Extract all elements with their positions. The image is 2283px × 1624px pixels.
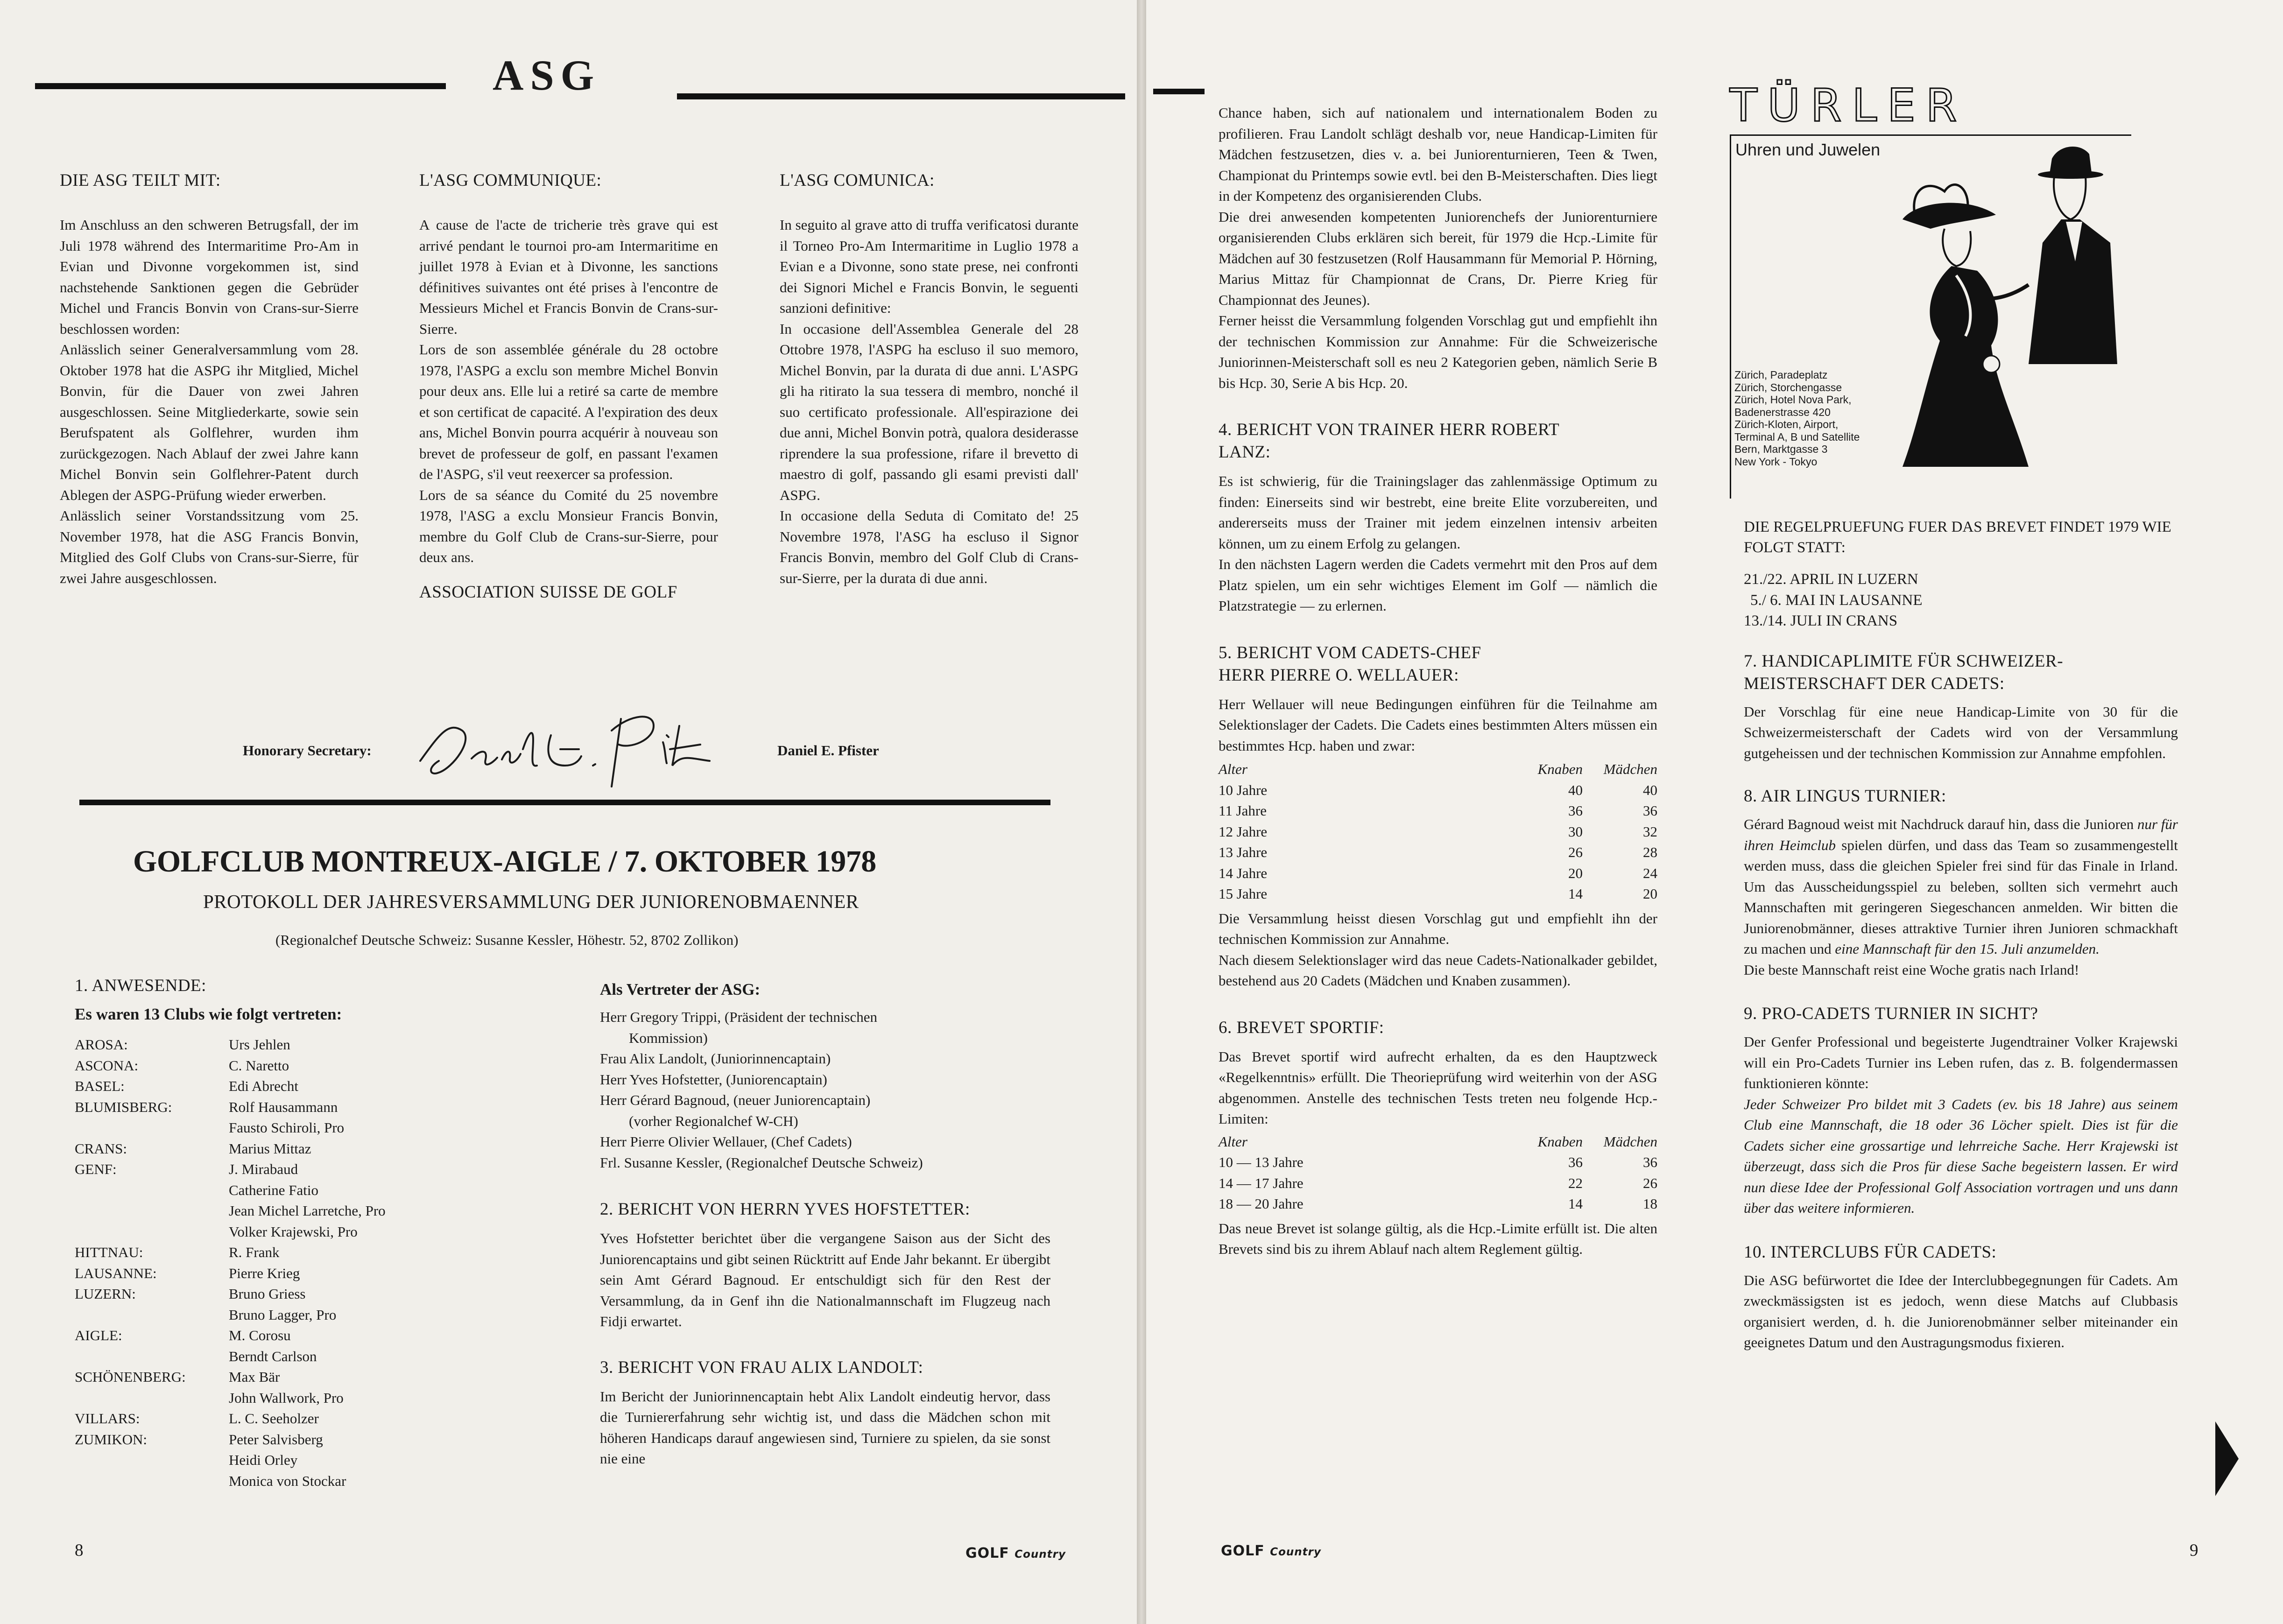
report-6-after: Das neue Brevet ist solange gültig, als die Hcp.-Limite erfüllt ist. Die alten Brevets sind bis zu ihrem Ablauf nach altem Reglement gültig. <box>1219 1220 1657 1257</box>
boys-cell: 30 <box>1568 823 1583 840</box>
report-5-body: Herr Wellauer will neue Bedingungen einführen für die Teilnahme am Selektionslager der Cadets. Die Cadets eines bestimmten Alters müssen ein bestimmtes Hcp. haben und zwar: <box>1219 696 1657 754</box>
section-divider <box>79 800 1050 805</box>
club-row <box>75 1180 386 1201</box>
club-delegate: Max Bär <box>229 1369 280 1385</box>
lady-gentleman-illustration <box>1874 121 2136 476</box>
logo-main: GOLF <box>965 1545 1009 1561</box>
right-page <box>1146 0 2283 1624</box>
club-row <box>75 1305 386 1326</box>
club-name: ASCONA: <box>75 1057 139 1074</box>
asg-de-heading: DIE ASG TEILT MIT: <box>60 171 221 190</box>
table-row <box>1219 842 1657 863</box>
age-cell: 12 Jahre <box>1219 823 1268 840</box>
girls-cell: 24 <box>1643 865 1657 881</box>
club-delegate: Peter Salvisberg <box>229 1431 323 1448</box>
address-line: Zürich, Paradeplatz <box>1734 369 1828 381</box>
turler-addresses <box>1734 369 1860 468</box>
montreux-title: GOLFCLUB MONTREUX-AIGLE / 7. OKTOBER 1978 <box>133 844 876 879</box>
report-5-heading-line1: 5. BERICHT VOM CADETS-CHEF <box>1219 643 1481 662</box>
rep-line: (vorher Regionalchef W-CH) <box>629 1112 798 1129</box>
club-row <box>75 1159 386 1180</box>
asg-title: ASG <box>493 51 601 99</box>
club-name <box>75 1450 229 1471</box>
turler-ad <box>1725 70 2136 499</box>
attendees-heading: 1. ANWESENDE: <box>75 976 206 995</box>
asg-it-p3: In occasione della Seduta di Comitato de! 25 Novembre 1978, l'ASG ha escluso il Signor Francis Bonvin, membro del Golf Club di Crans-sur-Sierre, per la durata di due anni. <box>780 507 1078 586</box>
address-line: Bern, Marktgasse 3 <box>1734 443 1828 455</box>
brevet-age-header: Alter <box>1219 1133 1247 1150</box>
golf-country-logo-right <box>1221 1543 1321 1559</box>
intro-p2: Die drei anwesenden kompetenten Juniorenchefs der Juniorenturniere organisierenden Clubs erklären sich bereit, für 1979 die Hcp.-Limite für Mädchen auf 30 festzusetzen (Rolf Hausammann für Memorial P. Hörning, Marius Mittaz für Championnat de Crans, Dr. Pierre Krieg für Championnat des Jeunes). <box>1219 208 1657 308</box>
club-name <box>75 1305 229 1326</box>
club-name <box>75 1388 229 1409</box>
montreux-regional-note: (Regionalchef Deutsche Schweiz: Susanne Kessler, Höhestr. 52, 8702 Zollikon) <box>275 932 739 948</box>
club-row <box>75 1055 386 1076</box>
club-row <box>75 1450 386 1471</box>
report-4-p2: In den nächsten Lagern werden die Cadets vermehrt mit den Pros auf dem Platz spielen, um ein sehr wichtiges Element im Golf — nämlich die Platzstrategie — zu erlernen. <box>1219 556 1657 614</box>
report-6-heading: 6. BREVET SPORTIF: <box>1219 1018 1384 1037</box>
club-name <box>75 1180 229 1201</box>
girls-cell: 36 <box>1643 1154 1657 1170</box>
club-delegate: John Wallwork, Pro <box>229 1389 344 1406</box>
address-line: Badenerstrasse 420 <box>1734 406 1831 418</box>
regel-dates <box>1744 569 2178 632</box>
asg-fr-signoff: ASSOCIATION SUISSE DE GOLF <box>419 582 677 602</box>
address-line: New York - Tokyo <box>1734 455 1818 468</box>
asg-reps-heading: Als Vertreter der ASG: <box>600 980 761 998</box>
club-delegate: Berndt Carlson <box>229 1348 317 1364</box>
boys-cell: 22 <box>1568 1174 1583 1191</box>
golf-country-logo-left <box>965 1545 1066 1561</box>
section-9-heading: 9. PRO-CADETS TURNIER IN SICHT? <box>1744 1004 2038 1023</box>
regel-heading: DIE REGELPRUEFUNG FUER DAS BREVET FINDET 1979 WIE FOLGT STATT: <box>1744 519 2171 556</box>
rep-line: Frau Alix Landolt, (Juniorinnencaptain) <box>600 1050 831 1067</box>
club-name: LAUSANNE: <box>75 1265 157 1281</box>
age-handicap-table <box>1219 759 1657 905</box>
section-7-line1: 7. HANDICAPLIMITE FÜR SCHWEIZER- <box>1744 651 2064 671</box>
club-name <box>75 1346 229 1367</box>
club-row <box>75 1471 386 1492</box>
montreux-subtitle: PROTOKOLL DER JAHRESVERSAMMLUNG DER JUNIORENOBMAENNER <box>203 891 859 912</box>
header-rule-right <box>677 93 1125 99</box>
club-name <box>75 1118 229 1139</box>
header-rule-right-page <box>1153 89 1205 94</box>
section-7-body: Der Vorschlag für eine neue Handicap-Limite von 30 für die Schweizermeisterschaft der Cadets wird von der Versammlung gutgeheissen und der technischen Kommission zur Annahme empfohlen. <box>1744 703 2178 761</box>
turler-tagline: Uhren und Juwelen <box>1735 140 1881 159</box>
header-rule-left <box>35 83 446 89</box>
girls-cell: 32 <box>1643 823 1657 840</box>
table-row <box>1219 863 1657 884</box>
asg-fr-body <box>419 215 718 568</box>
table-row <box>1219 801 1657 822</box>
asg-it-body <box>780 215 1078 589</box>
table-row <box>1219 1194 1657 1215</box>
club-delegate: Volker Krajewski, Pro <box>229 1223 358 1240</box>
brevet-boys-header: Knaben <box>1537 1133 1583 1150</box>
girls-cell: 18 <box>1643 1195 1657 1212</box>
s8-a: Gérard Bagnoud weist mit Nachdruck darauf hin, dass die Junioren <box>1744 816 2137 832</box>
report-3-heading: 3. BERICHT VON FRAU ALIX LANDOLT: <box>600 1357 923 1377</box>
section-7-line2: MEISTERSCHAFT DER CADETS: <box>1744 674 2005 693</box>
asg-de-body <box>60 215 359 589</box>
boys-cell: 36 <box>1568 1154 1583 1170</box>
asg-it-p1: In seguito al grave atto di truffa verificatosi durante il Torneo Pro-Am Intermaritime in Luglio 1978 a Evian e a Divonne, sono state prese, nei confronti dei Signori Michel e Francis Bonvin, le seguenti sanzioni definitive: <box>780 217 1078 316</box>
rep-line: Frl. Susanne Kessler, (Regionalchef Deutsche Schweiz) <box>600 1154 923 1171</box>
club-name: SCHÖNENBERG: <box>75 1369 186 1385</box>
club-name <box>75 1222 229 1243</box>
club-name: HITTNAU: <box>75 1244 143 1260</box>
girls-cell: 20 <box>1643 886 1657 902</box>
table-row <box>1219 780 1657 801</box>
asg-de-p1: Im Anschluss an den schweren Betrugsfall, der im Juli 1978 während des Intermaritime Pro-Am in Evian und Divonne vorgekommen ist, sind nachstehende Sanktionen gegen die Gebrüder Michel und Francis Bonvin von Crans-sur-Sierre beschlossen worden: <box>60 217 359 337</box>
girls-cell: 40 <box>1643 781 1657 798</box>
section-8-p1 <box>1744 814 2178 960</box>
report-4-heading-line2: LANZ: <box>1219 443 1271 462</box>
club-row <box>75 1201 386 1222</box>
club-delegate: Urs Jehlen <box>229 1036 290 1053</box>
club-name: BLUMISBERG: <box>75 1098 172 1115</box>
club-row <box>75 1118 386 1139</box>
right-column-2 <box>1744 517 2178 1353</box>
age-cell: 13 Jahre <box>1219 844 1268 860</box>
boys-cell: 14 <box>1568 1195 1583 1212</box>
page-number-right: 9 <box>2190 1541 2198 1560</box>
intro-p1: Chance haben, sich auf nationalem und internationalem Boden zu profilieren. Frau Landolt schlägt deshalb vor, neue Handicap-Limiten für Mädchen festzusetzen, dies v. a. bei Juniorenturnieren, Teen & Twen, Championat du Printemps sowie evtl. bei den B-Meisterschaften. Dies liegt in der Kompetenz des organisierenden Clubs. <box>1219 105 1657 204</box>
club-delegate: Monica von Stockar <box>229 1472 346 1489</box>
age-cell: 11 Jahre <box>1219 802 1267 819</box>
asg-de-p3: Anlässlich seiner Vorstandssitzung vom 25. November 1978, hat die ASG Francis Bonvin, Mitglied des Golf Clubs von Crans-sur-Sierre, für zwei Jahre ausgeschlossen. <box>60 507 359 586</box>
boys-cell: 14 <box>1568 886 1583 902</box>
club-row <box>75 1097 386 1118</box>
club-row <box>75 1408 386 1429</box>
club-name: ZUMIKON: <box>75 1431 147 1448</box>
s8-b: spielen dürfen, und dass das Team so zusammengestellt werden muss, dass die gleichen Spieler frei sind für das Finale in Irland. Um das Ausscheidungsspiel zu beleben, sollten sich vermehrt auch Mannschaften mit geringeren Siegeschancen anmelden. Wir bitten die Juniorenobmänner, dieses attraktive Turnier ihren Junioren schmackhaft zu machen und <box>1744 837 2178 957</box>
page-number-left: 8 <box>75 1541 84 1560</box>
club-row <box>75 1263 386 1284</box>
asg-fr-p1: A cause de l'acte de tricherie très grave qui est arrivé pendant le tournoi pro-am Intermaritime en juillet 1978 à Evian et à Divonne, les sanctions définitives suivantes ont été prises à l'encontre de Messieurs Michel et Francis Bonvin de Crans-sur-Sierre. <box>419 217 718 337</box>
club-delegate: Rolf Hausammann <box>229 1098 338 1115</box>
logo-main: GOLF <box>1221 1543 1265 1559</box>
club-name <box>75 1471 229 1492</box>
montreux-right-column <box>600 978 1050 1469</box>
asg-it-p2: In occasione dell'Assemblea Generale del 28 Ottobre 1978, l'ASPG ha escluso il suo memoro, Michel Bonvin, par la durata di due anni. L'ASPG gli ha ritirato la sua tessera di membro, nonché il suo certificato professionale. All'espirazione dei due anni, Michel Bonvin potrà, qualora desiderasse riprendere la sua professione, rifare il brevetto di maestro di golf, passando gli esami previsti dall' ASPG. <box>780 320 1078 503</box>
section-9-body <box>1744 1032 2178 1219</box>
club-delegate: Edi Abrecht <box>229 1078 298 1094</box>
club-delegate: J. Mirabaud <box>229 1161 298 1177</box>
club-row <box>75 1388 386 1409</box>
address-line: Zürich, Storchengasse <box>1734 381 1842 394</box>
table-row <box>1219 884 1657 905</box>
club-row <box>75 1242 386 1263</box>
club-name <box>75 1201 229 1222</box>
clubs-table <box>75 1034 386 1491</box>
club-row <box>75 1367 386 1388</box>
report-2-body: Yves Hofstetter berichtet über die vergangene Saison aus der Sicht des Juniorencaptains und gibt seinen Rücktritt auf Ende Jahr bekannt. Er übergibt sein Amt Gérard Bagnoud. Er entschuldigt sich für den Rest der Versammlung, da in Genf ihn die Nationalmannschaft im Flugzeug nach Fidji erwartet. <box>600 1230 1050 1329</box>
asg-reps-list <box>600 1007 1050 1173</box>
brevet-handicap-table <box>1219 1132 1657 1215</box>
section-8-heading: 8. AIR LINGUS TURNIER: <box>1744 787 1946 806</box>
club-delegate: Pierre Krieg <box>229 1265 300 1281</box>
club-delegate: M. Corosu <box>229 1327 291 1343</box>
club-row <box>75 1429 386 1450</box>
girls-cell: 28 <box>1643 844 1657 860</box>
club-delegate: Jean Michel Larretche, Pro <box>229 1202 386 1219</box>
address-line: Zürich-Kloten, Airport, <box>1734 418 1839 430</box>
logo-sub: Country <box>1270 1546 1321 1558</box>
rep-line: Herr Pierre Olivier Wellauer, (Chef Cadets) <box>600 1133 852 1150</box>
club-delegate: Bruno Lagger, Pro <box>229 1306 337 1323</box>
rep-line: Kommission) <box>629 1029 708 1046</box>
club-name: AIGLE: <box>75 1327 122 1343</box>
club-row <box>75 1222 386 1243</box>
rep-line: Herr Yves Hofstetter, (Juniorencaptain) <box>600 1071 827 1088</box>
table-row <box>1219 822 1657 843</box>
table-row <box>1219 1152 1657 1173</box>
club-row <box>75 1076 386 1097</box>
logo-sub: Country <box>1015 1548 1066 1561</box>
continue-arrow-icon <box>2215 1421 2239 1496</box>
club-name: VILLARS: <box>75 1410 140 1427</box>
age-cell: 15 Jahre <box>1219 886 1268 902</box>
report-6-body: Das Brevet sportif wird aufrecht erhalten, da es den Hauptzweck «Regelkenntnis» erfüllt. Die Theorieprüfung wird weiterhin von der ASG abgenommen. Anstelle des technischen Tests treten neu folgende Hcp.-Limiten: <box>1219 1048 1657 1127</box>
club-delegate: Marius Mittaz <box>229 1140 311 1157</box>
report-2-heading: 2. BERICHT VON HERRN YVES HOFSTETTER: <box>600 1200 970 1219</box>
report-4-p1: Es ist schwierig, für die Trainingslager das zahlenmässige Optimum zu finden: Einerseits sind wir bestrebt, eine breite Elite vorzubereiten, und andererseits muss der Trainer mit jedem einzelnen intensiv arbeiten können, um zu einem Erfolg zu gelangen. <box>1219 473 1657 552</box>
girls-cell: 36 <box>1643 802 1657 819</box>
spine-gutter <box>1137 0 1146 1624</box>
asg-de-p2: Anlässlich seiner Generalversammlung vom 28. Oktober 1978 hat die ASPG ihr Mitglied, Michel Bonvin, für die Dauer von zwei Jahren ausgeschlossen. Seine Mitgliederkarte, sowie sein Berufspatent als Golflehrer, wurden ihm zurückgezogen. Nach Ablauf der zwei Jahre kann Michel Bonvin sein Golflehrer-Patent durch Ablegen der ASPG-Prüfung wieder erwerben. <box>60 341 359 503</box>
section-8-body <box>1744 814 2178 980</box>
club-row <box>75 1284 386 1305</box>
club-name: GENF: <box>75 1161 117 1177</box>
report-5-after-p2: Nach diesem Selektionslager wird das neue Cadets-Nationalkader gebildet, bestehend aus 20 Cadets (Mädchen und Knaben zusammen). <box>1219 951 1657 989</box>
turler-rule-v <box>1730 134 1731 499</box>
club-delegate: Catherine Fatio <box>229 1181 318 1198</box>
club-name: BASEL: <box>75 1078 125 1094</box>
address-line: Terminal A, B und Satellite <box>1734 430 1860 443</box>
boys-cell: 20 <box>1568 865 1583 881</box>
report-3-body: Im Bericht der Juniorinnencaptain hebt Alix Landolt eindeutig hervor, dass die Turniererfahrung sehr wichtig ist, und dass die Mädchen schon mit höheren Handicaps darauf angewiesen sind, Turniere zu spielen, da sie sonst nie eine <box>600 1388 1050 1467</box>
asg-fr-heading: L'ASG COMMUNIQUE: <box>419 171 602 190</box>
honorary-secretary-label: Honorary Secretary: <box>243 742 372 759</box>
handwritten-signature <box>411 679 738 796</box>
club-delegate: Fausto Schiroli, Pro <box>229 1119 345 1136</box>
clubs-heading: Es waren 13 Clubs wie folgt vertreten: <box>75 1005 342 1023</box>
secretary-name: Daniel E. Pfister <box>777 742 879 759</box>
club-row <box>75 1139 386 1160</box>
club-row <box>75 1034 386 1055</box>
section-7-heading <box>1744 650 2178 695</box>
club-name: CRANS: <box>75 1140 127 1157</box>
left-page <box>0 0 1137 1624</box>
asg-de-column <box>60 170 359 589</box>
age-cell: 10 — 13 Jahre <box>1219 1154 1304 1170</box>
address-line: Zürich, Hotel Nova Park, <box>1734 394 1852 406</box>
section-8-p2: Die beste Mannschaft reist eine Woche gratis nach Irland! <box>1744 961 2079 978</box>
report-5-after-p1: Die Versammlung heisst diesen Vorschlag gut und empfiehlt ihn der technischen Kommission zur Annahme. <box>1219 910 1657 947</box>
right-column-1 <box>1219 103 1657 1260</box>
attendees-column <box>75 975 565 1491</box>
regel-date: 5./ 6. MAI IN LAUSANNE <box>1750 591 1923 609</box>
boys-cell: 40 <box>1568 781 1583 798</box>
girls-col-header: Mädchen <box>1603 761 1657 777</box>
rep-line: Herr Gérard Bagnoud, (neuer Juniorencaptain) <box>600 1092 871 1108</box>
asg-it-heading: L'ASG COMUNICA: <box>780 171 935 190</box>
asg-fr-column <box>419 170 718 602</box>
girls-cell: 26 <box>1643 1174 1657 1191</box>
section-9-p1: Der Genfer Professional und begeisterte Jugendtrainer Volker Krajewski will ein Pro-Cadets Turnier ins Leben rufen, das z. B. folgendermassen funktionieren könnte: <box>1744 1033 2178 1091</box>
rep-line: Herr Gregory Trippi, (Präsident der technischen <box>600 1009 878 1025</box>
report-5-heading-line2: HERR PIERRE O. WELLAUER: <box>1219 665 1459 685</box>
age-cell: 18 — 20 Jahre <box>1219 1195 1304 1212</box>
club-name: LUZERN: <box>75 1286 136 1302</box>
club-delegate: Heidi Orley <box>229 1452 298 1468</box>
report-4-body <box>1219 471 1657 617</box>
intro-p3: Ferner heisst die Versammlung folgenden Vorschlag gut und empfiehlt ihn der technischen Kommission zur Annahme: Für die Schweizerische Juniorinnen-Meisterschaft soll es neu 2 Kategorien geben, nämlich Serie B bis Hcp. 30, Serie A bis Hcp. 20. <box>1219 312 1657 391</box>
age-col-header: Alter <box>1219 761 1247 777</box>
regel-date: 13./14. JULI IN CRANS <box>1744 612 1898 629</box>
club-delegate: L. C. Seeholzer <box>229 1410 319 1427</box>
section-10-body: Die ASG befürwortet die Idee der Interclubbegegnungen für Cadets. Am zweckmässigsten ist es jedoch, wenn diese Matchs auf Clubbasis organisiert werden, d. h. die Juniorenobmänner selber miteinander ein geeignetes Datum und den Austragungsmodus fixieren. <box>1744 1272 2178 1350</box>
boys-col-header: Knaben <box>1537 761 1583 777</box>
asg-it-column <box>780 170 1078 589</box>
s8-a-italic: nur für ihren Heimclub <box>1744 816 2178 853</box>
turler-brand: TÜRLER <box>1730 79 1967 132</box>
age-cell: 14 Jahre <box>1219 865 1268 881</box>
club-delegate: Bruno Griess <box>229 1286 306 1302</box>
club-row <box>75 1346 386 1367</box>
age-cell: 14 — 17 Jahre <box>1219 1174 1304 1191</box>
s8-b-italic: eine Mannschaft für den 15. Juli anzumelden. <box>1835 941 2100 957</box>
boys-cell: 26 <box>1568 844 1583 860</box>
brevet-girls-header: Mädchen <box>1603 1133 1657 1150</box>
club-row <box>75 1325 386 1346</box>
report-4-heading-line1: 4. BERICHT VON TRAINER HERR ROBERT <box>1219 420 1560 439</box>
report-5-after <box>1219 908 1657 991</box>
asg-fr-p2: Lors de son assemblée générale du 28 octobre 1978, l'ASPG a exclu son membre Michel Bonvin pour deux ans. Elle lui a retiré sa carte de membre et son certificat de capacité. A l'expiration des deux ans, Michel Bonvin pourra acquérir à nouveau son brevet de professeur de golf, en passant l'examen de l'ASPG, s'il veut reexercer sa profession. <box>419 341 718 482</box>
age-cell: 10 Jahre <box>1219 781 1268 798</box>
section-9-italic: Jeder Schweizer Pro bildet mit 3 Cadets (ev. bis 18 Jahre) aus seinem Club eine Mannschaft, die 18 oder 36 Löcher spielt. Dies ist für die Cadets sicher eine grossartige und lehrreiche Sache. Herr Krajewski ist überzeugt, dass sich die Pros für diese Sache begeistern lassen. Er wird nun diese Idee der Professional Golf Association vortragen und uns dann über das weitere informieren. <box>1744 1096 2178 1216</box>
signature-scribble <box>411 679 738 796</box>
regel-date: 21./22. APRIL IN LUZERN <box>1744 571 1918 588</box>
club-delegate: R. Frank <box>229 1244 280 1260</box>
table-row <box>1219 1173 1657 1194</box>
club-name: AROSA: <box>75 1036 128 1053</box>
section-10-heading: 10. INTERCLUBS FÜR CADETS: <box>1744 1242 1997 1262</box>
report-5-heading <box>1219 642 1657 687</box>
report-4-heading <box>1219 419 1657 464</box>
asg-fr-p3: Lors de sa séance du Comité du 25 novembre 1978, l'ASG a exclu Monsieur Francis Bonvin, membre du Golf Club de Crans-sur-Sierre, pour deux ans. <box>419 486 718 565</box>
landolt-continued <box>1219 103 1657 394</box>
club-delegate: C. Naretto <box>229 1057 289 1074</box>
boys-cell: 36 <box>1568 802 1583 819</box>
